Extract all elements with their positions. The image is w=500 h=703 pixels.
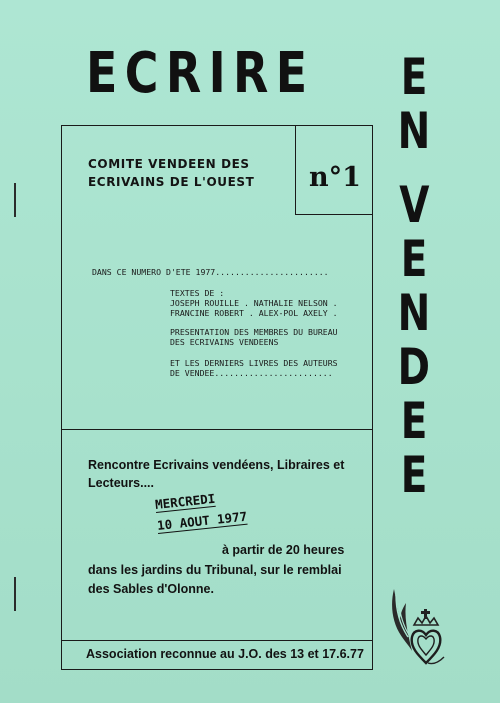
footer-association: Association reconnue au J.O. des 13 et 17.6.77	[86, 647, 364, 661]
issue-number: n°1	[309, 162, 361, 193]
committee-line: ECRIVAINS DE L'OUEST	[88, 175, 255, 189]
event-intro-line: Lecteurs....	[88, 476, 154, 490]
contents-books-line: ET LES DERNIERS LIVRES DES AUTEURS	[170, 358, 338, 368]
punch-hole-bottom	[14, 577, 16, 611]
punch-hole-top	[14, 183, 16, 217]
vertical-letter: E	[400, 446, 428, 504]
vertical-letter: E	[400, 392, 428, 450]
vertical-letter: D	[397, 338, 431, 396]
footer-divider	[61, 640, 373, 641]
committee-line: COMITE VENDEEN DES	[88, 157, 250, 171]
vertical-letter: E	[400, 230, 428, 288]
event-time: à partir de 20 heures	[222, 543, 345, 557]
event-day-text: MERCREDI	[154, 490, 216, 512]
vertical-letter: N	[397, 284, 431, 342]
contents-books-line: DE VENDEE........................	[170, 368, 333, 378]
event-date-text: 10 AOUT 1977	[156, 508, 248, 533]
event-intro-line: Rencontre Ecrivains vendéens, Libraires et	[88, 458, 345, 472]
event-place-line: des Sables d'Olonne.	[88, 582, 214, 596]
contents-intro: DANS CE NUMERO D'ETE 1977.......................	[92, 267, 329, 277]
contents-authors-line: FRANCINE ROBERT . ALEX-POL AXELY .	[170, 308, 338, 318]
vertical-letter: E	[400, 48, 428, 106]
event-place-line: dans les jardins du Tribunal, sur le remblai	[88, 563, 342, 577]
vendee-heart-crown-icon	[388, 585, 450, 672]
committee-name	[88, 155, 254, 191]
section-divider	[61, 429, 373, 430]
vertical-letter: N	[397, 102, 431, 160]
masthead-vertical-title	[388, 50, 440, 502]
contents-authors-line: JOSEPH ROUILLE . NATHALIE NELSON .	[170, 298, 338, 308]
vertical-letter: V	[398, 176, 430, 234]
contents-texts-label: TEXTES DE :	[170, 288, 225, 298]
masthead-title: ECRIRE	[86, 41, 315, 106]
contents-presentation-line: DES ECRIVAINS VENDEENS	[170, 337, 279, 347]
contents-presentation-line: PRESENTATION DES MEMBRES DU BUREAU	[170, 327, 338, 337]
